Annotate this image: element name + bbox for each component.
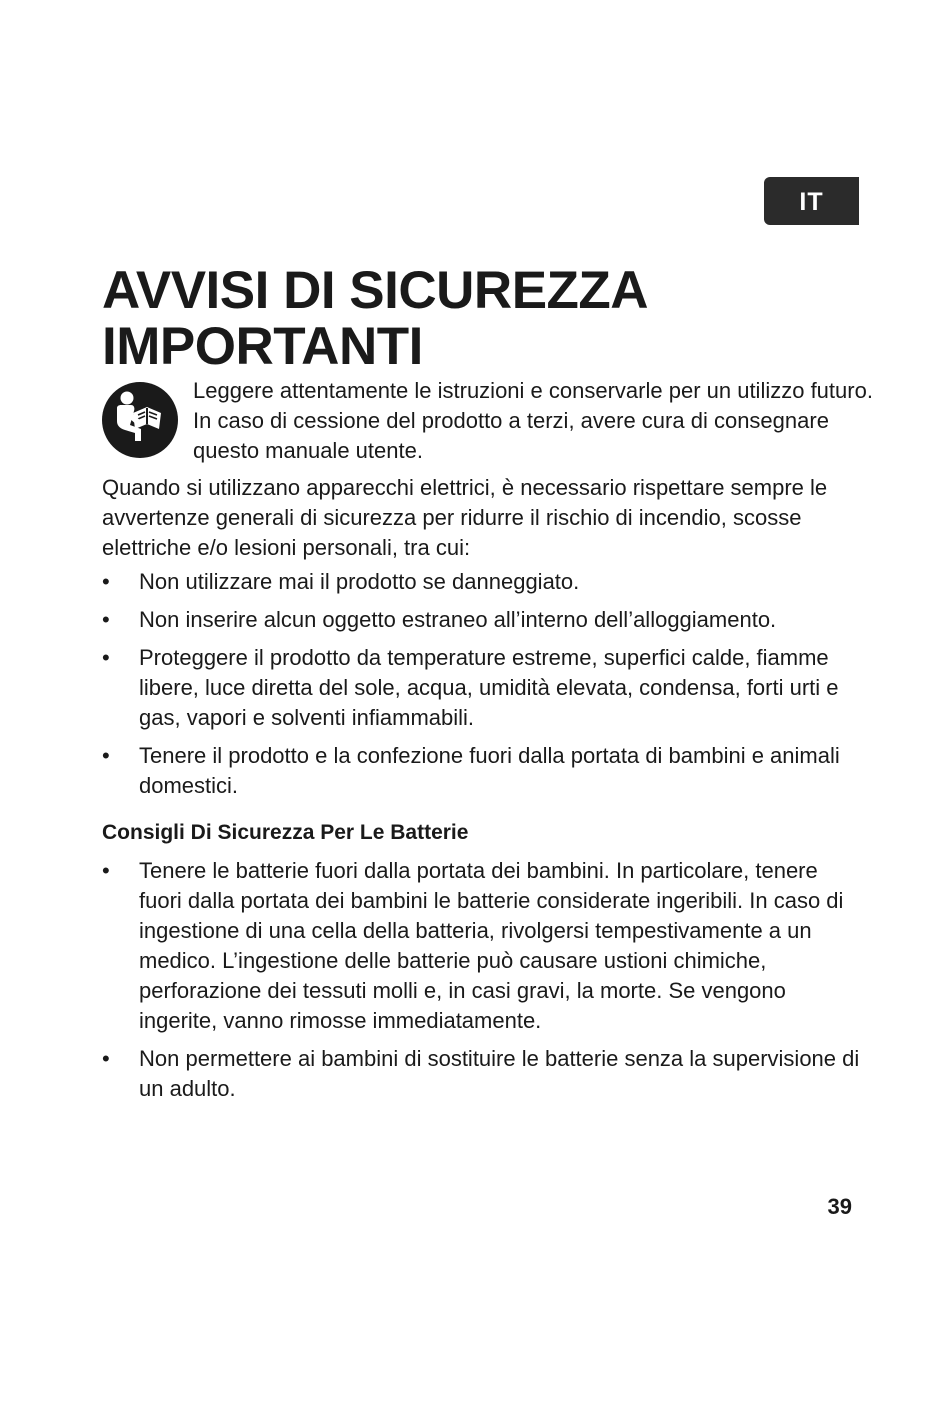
language-tab: IT: [764, 177, 859, 225]
bullet-icon: •: [102, 858, 110, 883]
list-item: [102, 567, 862, 597]
list-item-text: Tenere il prodotto e la confezione fuori dalla portata di bambini e animali domestici.: [139, 743, 840, 798]
battery-safety-heading: Consigli Di Sicurezza Per Le Batterie: [102, 821, 469, 844]
bullet-icon: •: [102, 743, 110, 768]
list-item: [102, 605, 862, 635]
bullet-icon: •: [102, 645, 110, 670]
list-item: [102, 856, 862, 1036]
list-item: [102, 741, 862, 801]
battery-safety-list: [102, 856, 862, 1112]
list-item-text: Proteggere il prodotto da temperature estreme, superfici calde, fiamme libere, luce diretta del sole, acqua, umidità elevata, condensa, forti urti e gas, vapori e solventi infiammabili.: [139, 645, 839, 730]
read-manual-icon: [101, 381, 179, 459]
page-number: 39: [827, 1194, 852, 1219]
bullet-icon: •: [102, 569, 110, 594]
bullet-icon: •: [102, 1046, 110, 1071]
page-title: AVVISI DI SICUREZZA IMPORTANTI: [102, 261, 647, 376]
general-warning: Quando si utilizzano apparecchi elettrici, è necessario rispettare sempre le avvertenze generali di sicurezza per ridurre il rischio di incendio, scosse elettriche e/o lesioni personali, tra cui:: [102, 475, 828, 560]
list-item-text: Non utilizzare mai il prodotto se danneggiato.: [139, 569, 580, 594]
list-item-text: Non permettere ai bambini di sostituire le batterie senza la supervisione di un adulto.: [139, 1046, 860, 1101]
list-item-text: Non inserire alcun oggetto estraneo all’interno dell’alloggiamento.: [139, 607, 777, 632]
list-item-text: Tenere le batterie fuori dalla portata dei bambini. In particolare, tenere fuori dalla portata dei bambini le batterie considerate ingeribili. In caso di ingestione di una cella della batteria, rivolgersi tempestivamente a un medico. L’ingestione delle batterie può causare ustioni chimiche, perforazione dei tessuti molli e, in casi gravi, la morte. Se vengono ingerite, vanno rimosse immediatamente.: [139, 858, 844, 1033]
safety-list: [102, 567, 862, 809]
bullet-icon: •: [102, 607, 110, 632]
list-item: [102, 1044, 862, 1104]
list-item: [102, 643, 862, 733]
intro-text: Leggere attentamente le istruzioni e conservarle per un utilizzo futuro. In caso di cessione del prodotto a terzi, avere cura di consegnare questo manuale utente.: [193, 378, 873, 463]
